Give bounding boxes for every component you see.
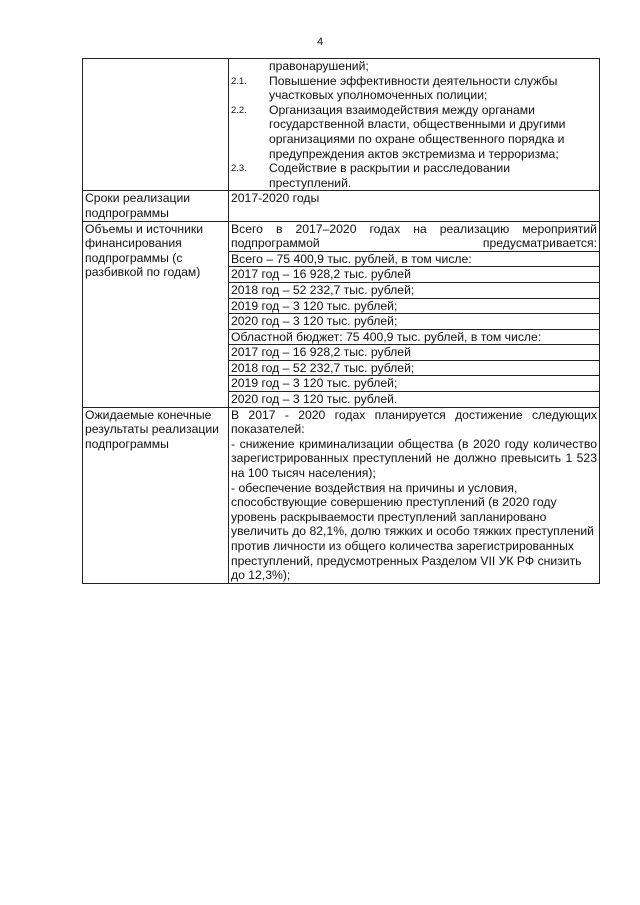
task-text: Повышение эффективности деятельности службы участковых уполномоченных полиции; <box>269 73 558 103</box>
tasks-label-cell <box>83 59 229 191</box>
finance-intro <box>229 222 599 252</box>
finance-content-cell <box>229 221 600 407</box>
task-item <box>231 74 597 103</box>
results-bullet: - снижение криминализации общества (в 2020 году количество зарегистрированных преступлений не должно превысить 1 523 на 100 тысяч населения); <box>231 436 597 481</box>
finance-line: 2020 год – 3 120 тыс. рублей; <box>229 314 599 330</box>
results-intro: В 2017 - 2020 годах планируется достижение следующих показателей: <box>231 407 597 437</box>
finance-line: 2017 год – 16 928,2 тыс. рублей <box>229 267 599 283</box>
dates-label: Сроки реализации подпрограммы <box>83 191 229 221</box>
task-number: 2.2. <box>231 104 247 116</box>
finance-line: 2020 год – 3 120 тыс. рублей. <box>231 392 398 407</box>
finance-line: 2017 год – 16 928,2 тыс. рублей <box>229 345 599 361</box>
dates-value: 2017-2020 годы <box>229 191 600 221</box>
subprogram-passport-table <box>82 58 600 584</box>
task-number: 2.3. <box>231 163 247 175</box>
finance-line: 2018 год – 52 232,7 тыс. рублей; <box>229 361 599 377</box>
finance-line: 2019 год – 3 120 тыс. рублей; <box>229 299 599 315</box>
finance-row <box>83 221 600 407</box>
finance-line: Областной бюджет: 75 400,9 тыс. рублей, в том числе: <box>229 330 599 346</box>
task-text: Организация взаимодействия между органами государственной власти, общественными и другими организациями по охране общественного порядка и предупреждения актов экстремизма и терроризма; <box>269 102 566 161</box>
finance-label: Объемы и источники финансирования подпрограммы (с разбивкой по годам) <box>83 221 229 407</box>
tasks-row <box>83 59 600 191</box>
task-continuation: правонарушений; <box>269 59 369 73</box>
finance-line: Всего – 75 400,9 тыс. рублей, в том числе: <box>229 252 599 268</box>
finance-line: 2019 год – 3 120 тыс. рублей; <box>229 376 599 392</box>
results-label: Ожидаемые конечные результаты реализации подпрограммы <box>83 407 229 583</box>
results-row <box>83 407 600 583</box>
results-content-cell <box>229 407 600 583</box>
page-number: 4 <box>316 36 324 48</box>
task-text: Содействие в раскрытии и расследовании преступлений. <box>269 161 511 190</box>
task-number: 2.1. <box>231 75 247 87</box>
finance-intro-text: Всего в 2017–2020 годах на реализацию мероприятий подпрограммой предусматривается: <box>231 221 597 251</box>
finance-line: 2018 год – 52 232,7 тыс. рублей; <box>229 283 599 299</box>
results-bullet: - обеспечение воздействия на причины и условия, способствующие совершению преступлений (в 2020 году уровень раскрываемости преступлений запланировано увеличить до 82,1%, долю тяжких и особо тяжких преступлений против личности из общего количества зарегистрированных преступлений, предусмотренных Разделом VII УК РФ снизить до 12,3%); <box>231 480 594 583</box>
dates-row <box>83 191 600 221</box>
tasks-content-cell <box>229 59 600 191</box>
task-item <box>231 161 597 190</box>
task-item <box>231 103 597 161</box>
